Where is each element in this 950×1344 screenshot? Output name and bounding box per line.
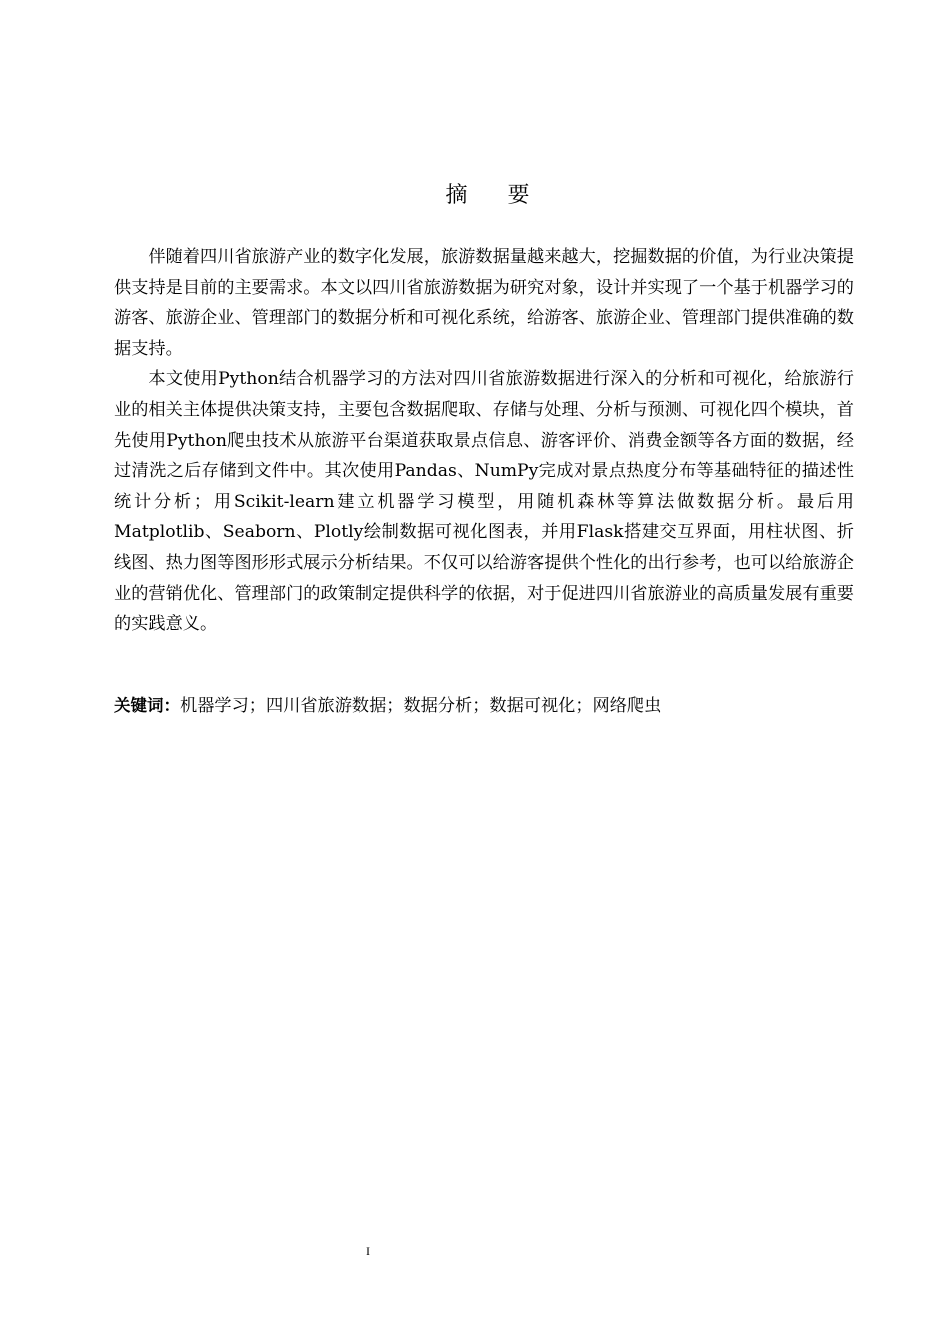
keywords-text: 机器学习；四川省旅游数据；数据分析；数据可视化；网络爬虫 [180,696,662,716]
abstract-title-char-2: 要 [507,183,530,208]
keywords-line [114,692,854,720]
abstract-title-char-1: 摘 [445,183,468,208]
abstract-paragraph-2: 本文使用Python结合机器学习的方法对四川省旅游数据进行深入的分析和可视化，给旅游行业的相关主体提供决策支持，主要包含数据爬取、存储与处理、分析与预测、可视化四个模块，首先使用Python爬虫技术从旅游平台渠道获取景点信息、游客评价、消费金额等各方面的数据，经过清洗之后存储到文件中。其次使用Pandas、NumPy完成对景点热度分布等基础特征的描述性统计分析；用Scikit-learn建立机器学习模型，用随机森林等算法做数据分析。最后用Matplotlib、Seaborn、Plotly绘制数据可视化图表，并用Flask搭建交互界面，用柱状图、折线图、热力图等图形形式展示分析结果。不仅可以给游客提供个性化的出行参考，也可以给旅游企业的营销优化、管理部门的政策制定提供科学的依据，对于促进四川省旅游业的高质量发展有重要的实践意义。 [114,369,854,635]
abstract-title [0,178,950,209]
abstract-body [114,242,854,640]
page-number: I [366,1244,370,1258]
abstract-paragraph-1: 伴随着四川省旅游产业的数字化发展，旅游数据量越来越大，挖掘数据的价值，为行业决策提供支持是目前的主要需求。本文以四川省旅游数据为研究对象，设计并实现了一个基于机器学习的游客、旅游企业、管理部门的数据分析和可视化系统，给游客、旅游企业、管理部门提供准确的数据支持。 [114,247,854,359]
keywords-label: 关键词： [114,696,180,715]
